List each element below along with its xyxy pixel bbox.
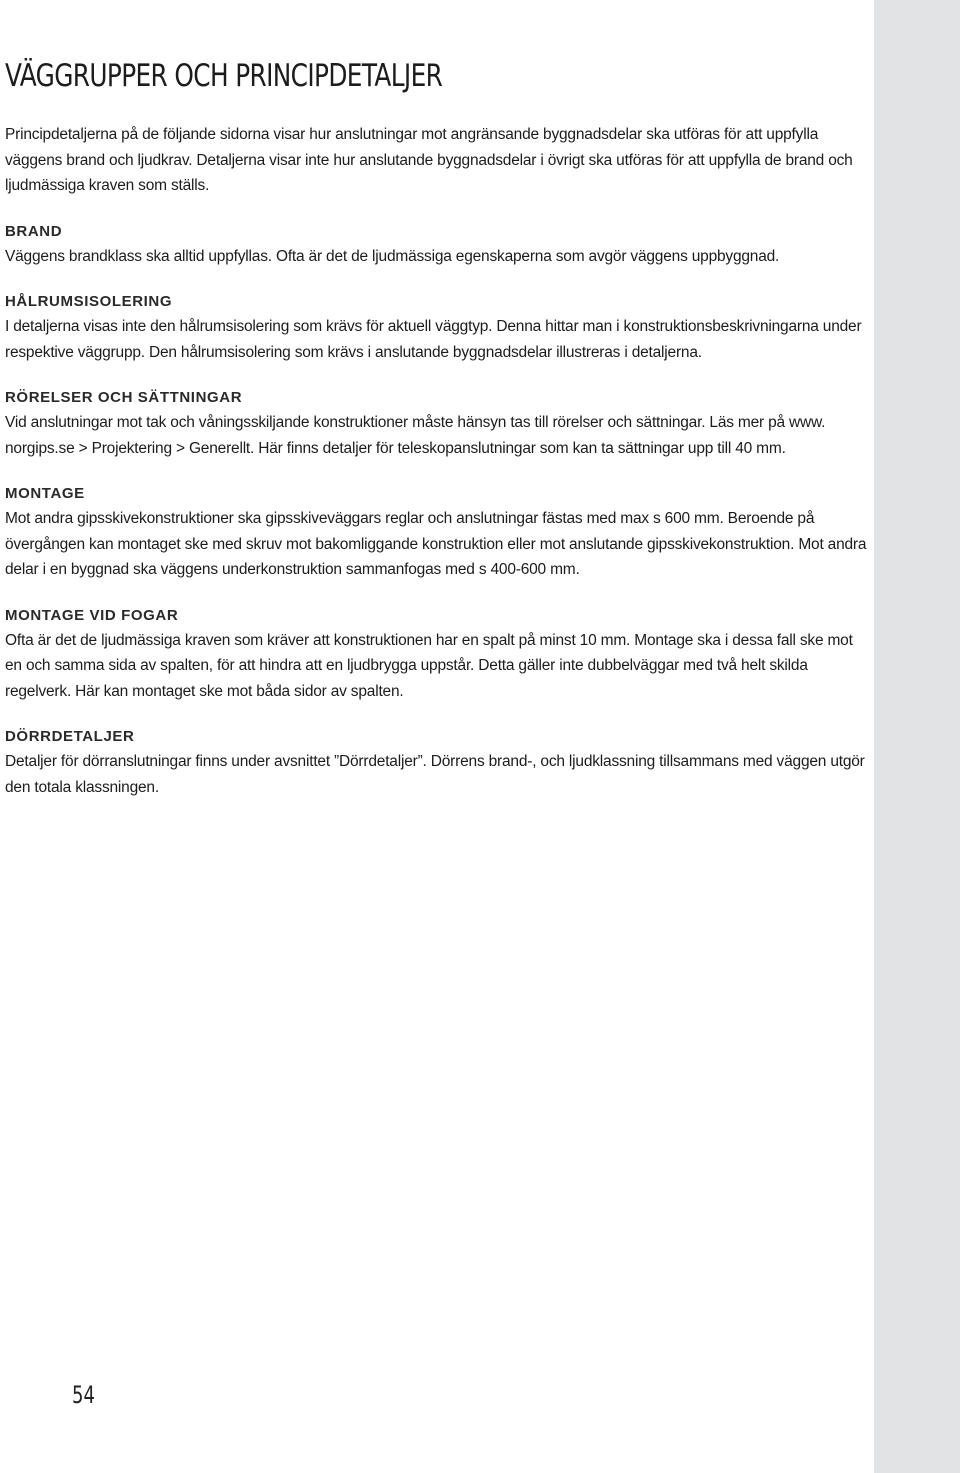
section-montage-vid-fogar [5,603,867,705]
section-text: I detaljerna visas inte den hålrumsisolering som krävs för aktuell väggtyp. Denna hittar man i konstruktionsbeskrivningarna under respektive väggrupp. Den hålrumsisolering som krävs i anslutande byggnadsdelar illustreras i detaljerna. [5,318,862,361]
section-rorelser-och-sattningar [5,385,867,461]
intro-paragraph: Principdetaljerna på de följande sidorna visar hur anslutningar mot angränsande byggnadsdelar ska utföras för att uppfylla väggens brand och ljudkrav. Detaljerna visar inte hur anslutande byggnadsdelar i övrigt ska utföras för att uppfylla de brand och ljudmässiga kraven som ställs. [5,126,853,194]
section-heading: HÅLRUMSISOLERING [5,293,173,310]
section-heading: RÖRELSER OCH SÄTTNINGAR [5,389,243,406]
section-brand [5,219,867,270]
section-heading: DÖRRDETALJER [5,728,135,745]
section-text: Detaljer för dörranslutningar finns under avsnittet ”Dörrdetaljer”. Dörrens brand-, och ljudklassning tillsammans med väggen utgör den totala klassningen. [5,753,865,796]
section-text: Mot andra gipsskivekonstruktioner ska gipsskiveväggars reglar och anslutningar fästas med max s 600 mm. Beroende på övergången kan montaget ske med skruv mot bakomliggande konstruktion eller mot anslutande gipsskivekonstruktion. Mot andra delar i en byggnad ska väggens underkonstruktion sammanfogas med s 400-600 mm. [5,510,867,578]
document-content [5,56,867,800]
section-montage [5,481,867,583]
section-dorrdetaljer [5,724,867,800]
page-title: VÄGGRUPPER OCH PRINCIPDETALJER [5,58,443,94]
section-text: Väggens brandklass ska alltid uppfyllas. Ofta är det de ljudmässiga egenskaperna som avgör väggens uppbyggnad. [5,247,780,265]
section-text: Ofta är det de ljudmässiga kraven som kräver att konstruktionen har en spalt på minst 10 mm. Montage ska i dessa fall ske mot en och samma sida av spalten, för att hindra att en ljudbrygga uppstår. Detta gäller inte dubbelväggar med två helt skilda regelverk. Här kan montaget ske mot båda sidor av spalten. [5,631,853,700]
section-heading: BRAND [5,222,63,240]
section-heading: MONTAGE [5,485,85,502]
section-text: Vid anslutningar mot tak och våningsskiljande konstruktioner måste hänsyn tas till rörelser och sättningar. Läs mer på www. norgips.se > Projektering > Generellt. Här finns detaljer för teleskopanslutningar som kan ta sättningar upp till 40 mm. [5,414,826,457]
side-margin-band [874,0,960,1473]
section-heading: MONTAGE VID FOGAR [5,606,179,624]
page-number: 54 [72,1381,95,1409]
section-halrumsisolering [5,289,867,365]
